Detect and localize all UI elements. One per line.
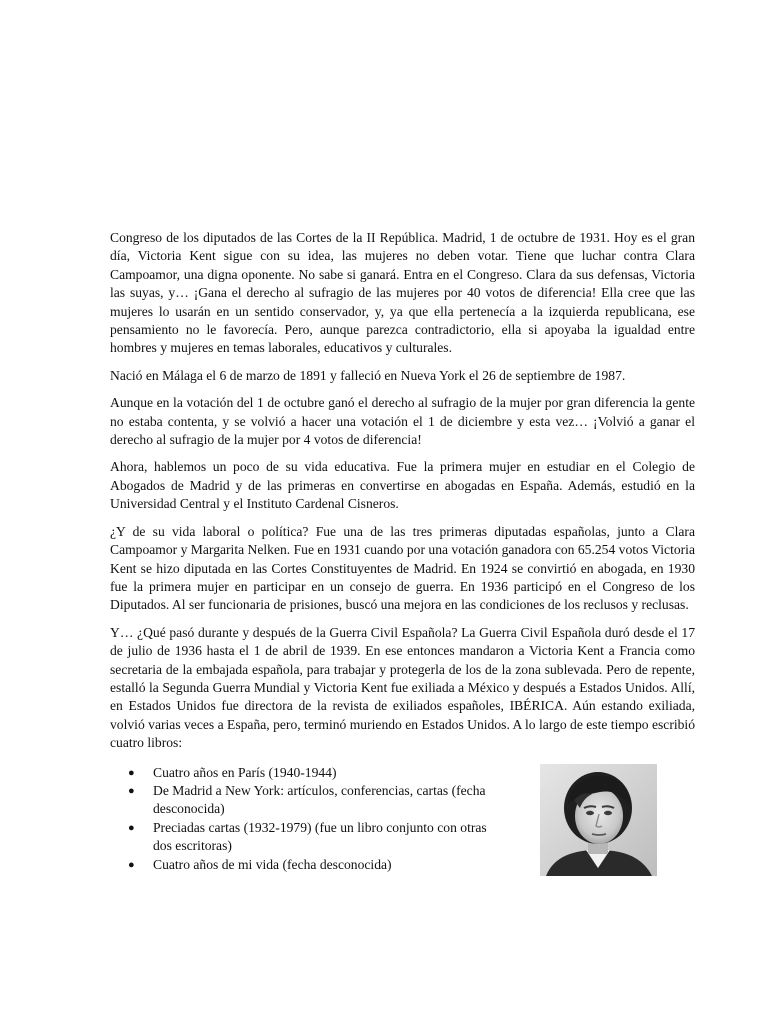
list-item [110, 856, 505, 874]
list-item [110, 764, 505, 782]
paragraph-guerra-civil: Y… ¿Qué pasó durante y después de la Guerra Civil Española? La Guerra Civil Española duró desde el 17 de julio de 1936 hasta el 1 de abril de 1939. En ese entonces mandaron a Victoria Kent a Francia como secretaria de la embajada española, para trabajar y protegerla de los de la zona sublevada. Pero de repente, estalló la Segunda Guerra Mundial y Victoria Kent fue exiliada a México y después a Estados Unidos. Allí, en Estados Unidos fue directora de la revista de exiliados españoles, IBÉRICA. Aún estando exiliada, volvió varias veces a España, pero, terminó muriendo en Estados Unidos. A lo largo de este tiempo escribió cuatro libros: [110, 624, 695, 751]
bullet-icon: ● [128, 766, 135, 779]
book-title: Preciadas cartas (1932-1979) (fue un libro conjunto con otras dos escritoras) [153, 819, 487, 854]
paragraph-vida-politica: ¿Y de su vida laboral o política? Fue una de las tres primeras diputadas españolas, junto a Clara Campoamor y Margarita Nelken. Fue en 1931 cuando por una votación ganadora con 65.254 votos Victoria Kent se hizo diputada en las Cortes Constituyentes de Madrid. En 1924 se convirtió en abogada, en 1930 fue la primera mujer en participar en un consejo de guerra. En 1936 participó en el Congreso de los Diputados. Al ser funcionaria de prisiones, buscó una mejora en las condiciones de los reclusos y reclusas. [110, 523, 695, 613]
list-item [110, 819, 505, 856]
paragraph-congreso-1931: Congreso de los diputados de las Cortes de la II República. Madrid, 1 de octubre de 1931. Hoy es el gran día, Victoria Kent sigue con su idea, las mujeres no deben votar. Tiene que luchar contra Clara Campoamor, una digna oponente. No sabe si ganará. Entra en el Congreso. Clara da sus defensas, Victoria las suyas, y… ¡Gana el derecho al sufragio de las mujeres por 40 votos de diferencia! Ella cree que las mujeres lo usarán en un sentido conservador, y, ya que ella pertenecía a la izquierda republicana, ese pensamiento no le favorecía. Pero, aunque parezca contradictorio, ella si apoyaba la igualdad entre hombres y mujeres en temas laborales, educativos y culturales. [110, 230, 695, 356]
book-list [110, 764, 505, 874]
paragraph-vida-educativa: Ahora, hablemos un poco de su vida educativa. Fue la primera mujer en estudiar en el Colegio de Abogados de Madrid y de las primeras en convertirse en abogadas en España. Además, estudió en la Universidad Central y el Instituto Cardenal Cisneros. [110, 459, 695, 512]
book-title: Cuatro años de mi vida (fecha desconocida) [153, 856, 392, 872]
bullet-icon: ● [128, 821, 135, 834]
paragraph-nacimiento: Nació en Málaga el 6 de marzo de 1891 y falleció en Nueva York el 26 de septiembre de 1987. [110, 367, 626, 383]
paragraph-segunda-votacion: Aunque en la votación del 1 de octubre ganó el derecho al sufragio de la mujer por gran diferencia la gente no estaba contenta, y se volvió a hacer una votación el 1 de diciembre y esta vez… ¡Volvió a ganar el derecho al sufragio de la mujer por 4 votos de diferencia! [110, 395, 695, 448]
portrait-photo [540, 764, 657, 876]
document-body [110, 229, 695, 882]
bullet-icon: ● [128, 784, 135, 797]
books-and-portrait [110, 762, 695, 882]
list-item [110, 782, 505, 819]
bullet-icon: ● [128, 858, 135, 871]
book-title: Cuatro años en París (1940-1944) [153, 764, 337, 780]
book-title: De Madrid a New York: artículos, conferencias, cartas (fecha desconocida) [153, 782, 486, 817]
